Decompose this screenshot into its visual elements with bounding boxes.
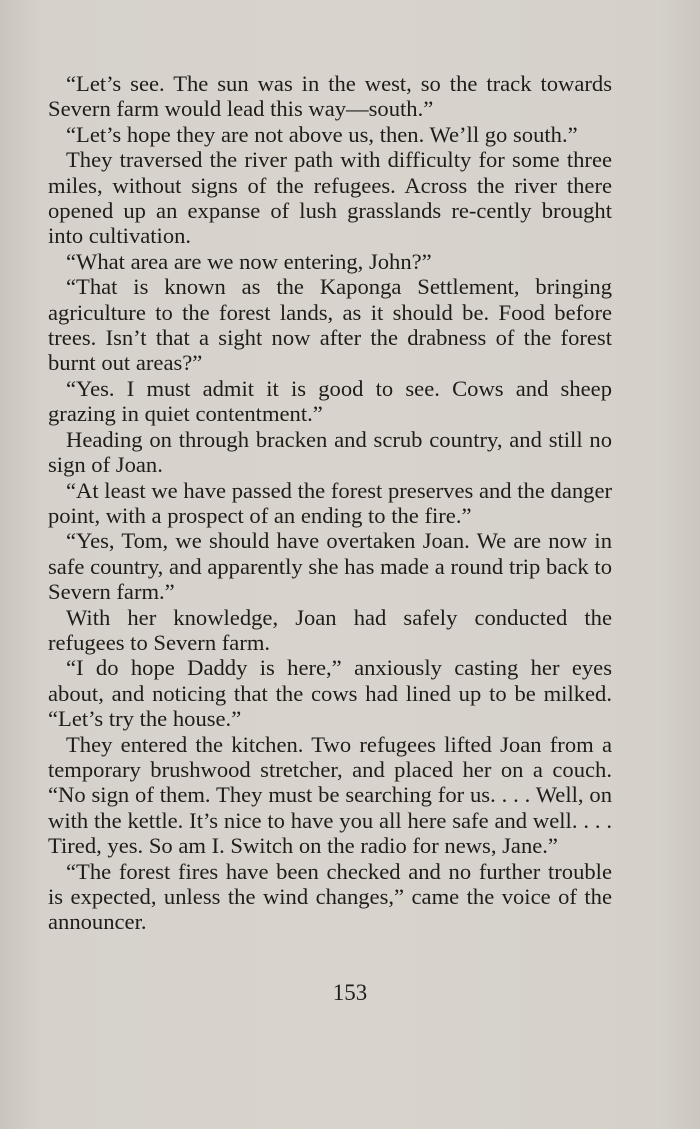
paragraph: “I do hope Daddy is here,” anxiously casting her eyes about, and noticing that the cows had lined up to be milked. “Let’s try the house.” [48, 655, 612, 732]
paragraph: They traversed the river path with difficulty for some three miles, without signs of the refugees. Across the river there opened up an expanse of lush grasslands re-cently brought into cultivation. [48, 147, 612, 249]
paragraph: “The forest fires have been checked and no further trouble is expected, unless the wind changes,” came the voice of the announcer. [48, 858, 612, 935]
paragraph: “At least we have passed the forest preserves and the danger point, with a prospect of an ending to the fire.” [48, 477, 612, 528]
page-number: 153 [332, 980, 368, 1005]
paragraph: “Yes. I must admit it is good to see. Cows and sheep grazing in quiet contentment.” [48, 375, 612, 427]
paragraph: “Let’s see. The sun was in the west, so the track towards Severn farm would lead this way—south.” [48, 71, 612, 122]
paragraph: Heading on through bracken and scrub country, and still no sign of Joan. [48, 426, 612, 478]
paragraph: “That is known as the Kaponga Settlement, bringing agriculture to the forest lands, as it should be. Food before trees. Isn’t that a sight now after the drabness of the forest burnt out areas?” [48, 274, 612, 376]
paragraph: With her knowledge, Joan had safely conducted the refugees to Severn farm. [48, 604, 612, 655]
paragraph: “Yes, Tom, we should have overtaken Joan. We are now in safe country, and apparently she has made a round trip back to Severn farm.” [48, 528, 612, 605]
paragraph: They entered the kitchen. Two refugees lifted Joan from a temporary brushwood stretcher, and placed her on a couch. “No sign of them. They must be searching for us. . . . Well, on with the kettle. It’s nice to have you all here safe and well. . . . Tired, yes. So am I. Switch on the radio for news, Jane.” [48, 731, 612, 859]
paragraph: “What area are we now entering, John?” [66, 248, 432, 274]
paragraph: “Let’s hope they are not above us, then. We’ll go south.” [66, 121, 578, 147]
body-text [48, 71, 612, 935]
